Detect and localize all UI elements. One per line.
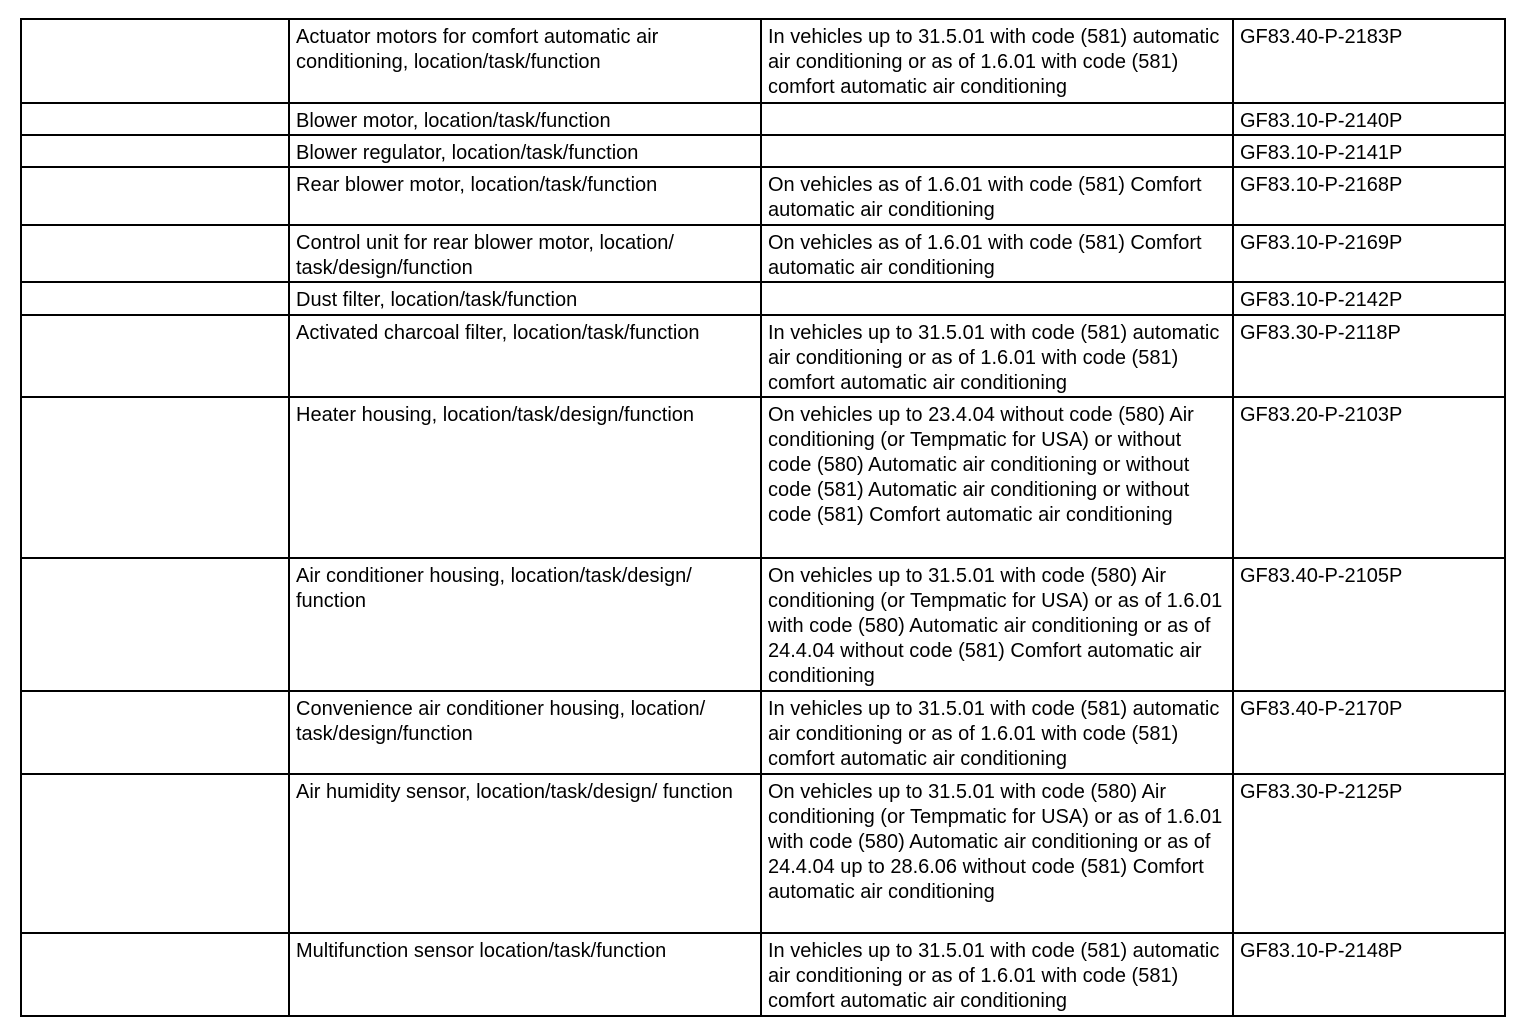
condition-cell: In vehicles up to 31.5.01 with code (581) automatic air conditioning or as of 1.6.01 with code (581) comfort automatic air conditioning	[761, 315, 1233, 397]
table-row	[21, 167, 1505, 225]
condition-cell: In vehicles up to 31.5.01 with code (581) automatic air conditioning or as of 1.6.01 with code (581) comfort automatic air conditioning	[761, 19, 1233, 103]
table-row	[21, 691, 1505, 774]
condition-cell	[761, 282, 1233, 315]
table-row	[21, 19, 1505, 103]
document-link[interactable]: GF83.10-P-2169P	[1233, 225, 1505, 282]
table-row	[21, 315, 1505, 397]
empty-cell	[21, 135, 289, 167]
condition-cell	[761, 103, 1233, 135]
document-link[interactable]: GF83.40-P-2183P	[1233, 19, 1505, 103]
empty-cell	[21, 19, 289, 103]
empty-cell	[21, 167, 289, 225]
component-cell: Control unit for rear blower motor, location/ task/design/function	[289, 225, 761, 282]
condition-cell	[761, 135, 1233, 167]
empty-cell	[21, 558, 289, 691]
condition-cell: On vehicles as of 1.6.01 with code (581) Comfort automatic air conditioning	[761, 225, 1233, 282]
component-cell: Air humidity sensor, location/task/design/ function	[289, 774, 761, 933]
component-cell: Convenience air conditioner housing, location/ task/design/function	[289, 691, 761, 774]
condition-cell: On vehicles up to 31.5.01 with code (580) Air conditioning (or Tempmatic for USA) or as of 1.6.01 with code (580) Automatic air conditioning or as of 24.4.04 without code (581) Comfort automatic air conditioning	[761, 558, 1233, 691]
empty-cell	[21, 103, 289, 135]
document-link[interactable]: GF83.40-P-2105P	[1233, 558, 1505, 691]
component-cell: Activated charcoal filter, location/task/function	[289, 315, 761, 397]
condition-cell: In vehicles up to 31.5.01 with code (581) automatic air conditioning or as of 1.6.01 with code (581) comfort automatic air conditioning	[761, 933, 1233, 1016]
document-link[interactable]: GF83.30-P-2118P	[1233, 315, 1505, 397]
empty-cell	[21, 315, 289, 397]
table-row	[21, 135, 1505, 167]
component-cell: Actuator motors for comfort automatic air conditioning, location/task/function	[289, 19, 761, 103]
empty-cell	[21, 933, 289, 1016]
document-link[interactable]: GF83.30-P-2125P	[1233, 774, 1505, 933]
empty-cell	[21, 397, 289, 558]
component-cell: Multifunction sensor location/task/function	[289, 933, 761, 1016]
component-cell: Blower motor, location/task/function	[289, 103, 761, 135]
document-link[interactable]: GF83.20-P-2103P	[1233, 397, 1505, 558]
document-table	[20, 18, 1506, 1017]
condition-cell: On vehicles up to 23.4.04 without code (580) Air conditioning (or Tempmatic for USA) or without code (580) Automatic air conditioning or without code (581) Automatic air conditioning or without code (581) Comfort automatic air conditioning	[761, 397, 1233, 558]
table-row	[21, 558, 1505, 691]
table-row	[21, 774, 1505, 933]
condition-cell: On vehicles up to 31.5.01 with code (580) Air conditioning (or Tempmatic for USA) or as of 1.6.01 with code (580) Automatic air conditioning or as of 24.4.04 up to 28.6.06 without code (581) Comfort automatic air conditioning	[761, 774, 1233, 933]
table-row	[21, 225, 1505, 282]
empty-cell	[21, 774, 289, 933]
document-link[interactable]: GF83.10-P-2141P	[1233, 135, 1505, 167]
document-link[interactable]: GF83.10-P-2168P	[1233, 167, 1505, 225]
document-link[interactable]: GF83.10-P-2140P	[1233, 103, 1505, 135]
condition-cell: In vehicles up to 31.5.01 with code (581) automatic air conditioning or as of 1.6.01 with code (581) comfort automatic air conditioning	[761, 691, 1233, 774]
document-link[interactable]: GF83.40-P-2170P	[1233, 691, 1505, 774]
component-cell: Air conditioner housing, location/task/design/ function	[289, 558, 761, 691]
table-row	[21, 103, 1505, 135]
empty-cell	[21, 282, 289, 315]
component-cell: Dust filter, location/task/function	[289, 282, 761, 315]
empty-cell	[21, 225, 289, 282]
component-cell: Blower regulator, location/task/function	[289, 135, 761, 167]
component-cell: Rear blower motor, location/task/function	[289, 167, 761, 225]
component-cell: Heater housing, location/task/design/function	[289, 397, 761, 558]
table-row	[21, 282, 1505, 315]
table-row	[21, 397, 1505, 558]
document-link[interactable]: GF83.10-P-2148P	[1233, 933, 1505, 1016]
condition-cell: On vehicles as of 1.6.01 with code (581) Comfort automatic air conditioning	[761, 167, 1233, 225]
document-link[interactable]: GF83.10-P-2142P	[1233, 282, 1505, 315]
empty-cell	[21, 691, 289, 774]
table-row	[21, 933, 1505, 1016]
